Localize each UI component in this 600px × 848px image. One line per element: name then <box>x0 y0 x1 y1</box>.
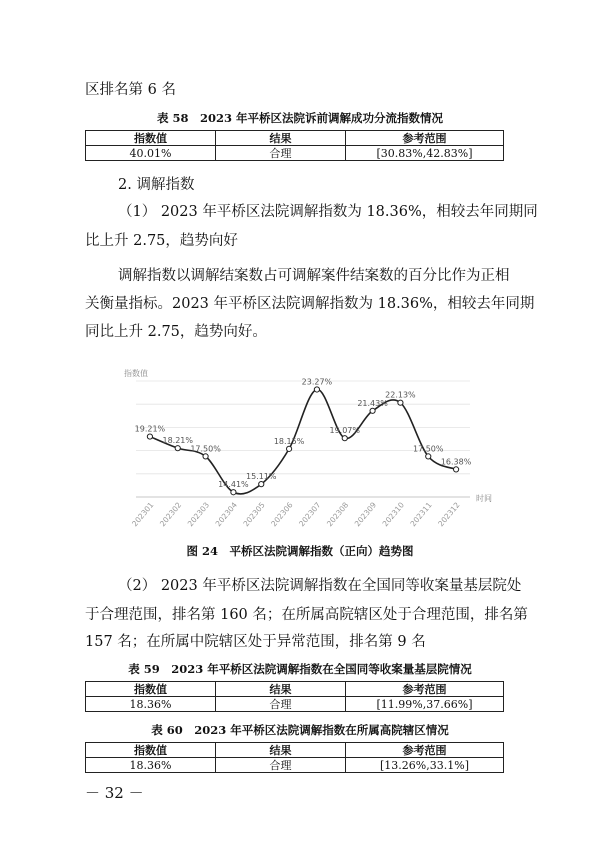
table-59-caption: 表 59 2023 年平桥区法院调解指数在全国同等收案量基层院情况 <box>128 662 472 676</box>
header-result: 结果 <box>216 743 346 758</box>
data-point <box>286 446 291 451</box>
header-reference-range: 参考范围 <box>346 682 504 697</box>
cell-index-value: 18.36% <box>86 758 216 773</box>
data-label: 22.13% <box>385 390 416 400</box>
header-index-value: 指数值 <box>86 131 216 146</box>
x-tick-label: 202306 <box>269 500 295 529</box>
header-index-value: 指数值 <box>86 743 216 758</box>
table-header-row <box>86 131 504 146</box>
data-label: 18.15% <box>273 436 305 446</box>
x-tick-label: 202310 <box>380 500 406 529</box>
x-axis-label: 时间 <box>476 494 492 503</box>
data-label: 17.50% <box>412 444 444 454</box>
table-header-row <box>86 682 504 697</box>
para-line3: 同比上升 2.75，趋势向好。 <box>85 324 267 340</box>
data-point <box>370 408 375 413</box>
x-tick-label: 202312 <box>436 500 462 529</box>
table-58 <box>85 130 504 161</box>
sub1-line2: 比上升 2.75，趋势向好 <box>85 233 238 249</box>
data-label: 18.21% <box>162 436 194 446</box>
data-point <box>147 434 152 439</box>
x-tick-label: 202303 <box>185 500 212 529</box>
data-point <box>231 490 236 495</box>
data-point <box>175 446 180 451</box>
data-point <box>453 467 458 472</box>
header-result: 结果 <box>216 682 346 697</box>
y-axis-label: 指数值 <box>124 369 148 378</box>
line-chart <box>118 365 500 535</box>
data-point <box>203 454 208 459</box>
data-label: 17.50% <box>190 444 221 454</box>
cell-index-value: 18.36% <box>86 697 216 712</box>
table-row <box>86 697 504 712</box>
data-label: 15.11% <box>245 472 277 482</box>
header-result: 结果 <box>216 131 346 146</box>
figure-caption: 图 24 平桥区法院调解指数（正向）趋势图 <box>186 544 414 558</box>
x-tick-label: 202301 <box>130 500 156 529</box>
x-tick-label: 202302 <box>157 500 184 529</box>
x-tick-label: 202309 <box>352 500 379 529</box>
data-point <box>398 400 403 405</box>
data-label: 23.27% <box>301 377 333 387</box>
x-tick-label: 202311 <box>408 500 434 529</box>
sub2-line2: 于合理范围，排名第 160 名；在所属高院辖区处于合理范围，排名第 <box>85 607 528 623</box>
sub2-line1: （2） 2023 年平桥区法院调解指数在全国同等收案量基层院处 <box>118 578 522 594</box>
header-reference-range: 参考范围 <box>346 131 504 146</box>
data-label: 16.38% <box>440 457 472 467</box>
intro-line: 区排名第 6 名 <box>85 82 176 98</box>
header-index-value: 指数值 <box>86 682 216 697</box>
table-row <box>86 758 504 773</box>
sub2-line3: 157 名；在所属中院辖区处于异常范围，排名第 9 名 <box>85 634 426 650</box>
cell-index-value: 40.01% <box>86 146 216 161</box>
table-row <box>86 146 504 161</box>
cell-reference-range: [13.26%,33.1%] <box>346 758 504 773</box>
page-number: － 32 － <box>85 784 144 802</box>
data-point <box>314 387 319 392</box>
table-59 <box>85 681 504 712</box>
data-label: 19.07% <box>329 426 361 436</box>
data-label: 19.21% <box>134 424 166 434</box>
table-60 <box>85 742 504 773</box>
x-tick-label: 202304 <box>213 500 239 529</box>
para-line1: 调解指数以调解结案数占可调解案件结案数的百分比作为正相 <box>118 268 510 284</box>
cell-result: 合理 <box>216 697 346 712</box>
data-label: 14.41% <box>218 480 249 490</box>
table-60-caption: 表 60 2023 年平桥区法院调解指数在所属高院辖区情况 <box>151 723 449 737</box>
x-tick-label: 202307 <box>297 500 323 529</box>
data-point <box>342 436 347 441</box>
x-tick-label: 202308 <box>324 500 351 529</box>
section-heading: 2. 调解指数 <box>118 177 195 193</box>
table-header-row <box>86 743 504 758</box>
cell-result: 合理 <box>216 146 346 161</box>
x-tick-label: 202305 <box>241 500 267 529</box>
table-58-caption: 表 58 2023 年平桥区法院诉前调解成功分流指数情况 <box>156 111 443 125</box>
cell-reference-range: [11.99%,37.66%] <box>346 697 504 712</box>
header-reference-range: 参考范围 <box>346 743 504 758</box>
para-line2: 关衡量指标。2023 年平桥区法院调解指数为 18.36%，相较去年同期 <box>85 296 535 312</box>
data-point <box>426 454 431 459</box>
data-point <box>259 482 264 487</box>
cell-reference-range: [30.83%,42.83%] <box>346 146 504 161</box>
data-label: 21.43% <box>357 398 388 408</box>
sub1-line1: （1） 2023 年平桥区法院调解指数为 18.36%，相较去年同期同 <box>118 204 538 220</box>
cell-result: 合理 <box>216 758 346 773</box>
